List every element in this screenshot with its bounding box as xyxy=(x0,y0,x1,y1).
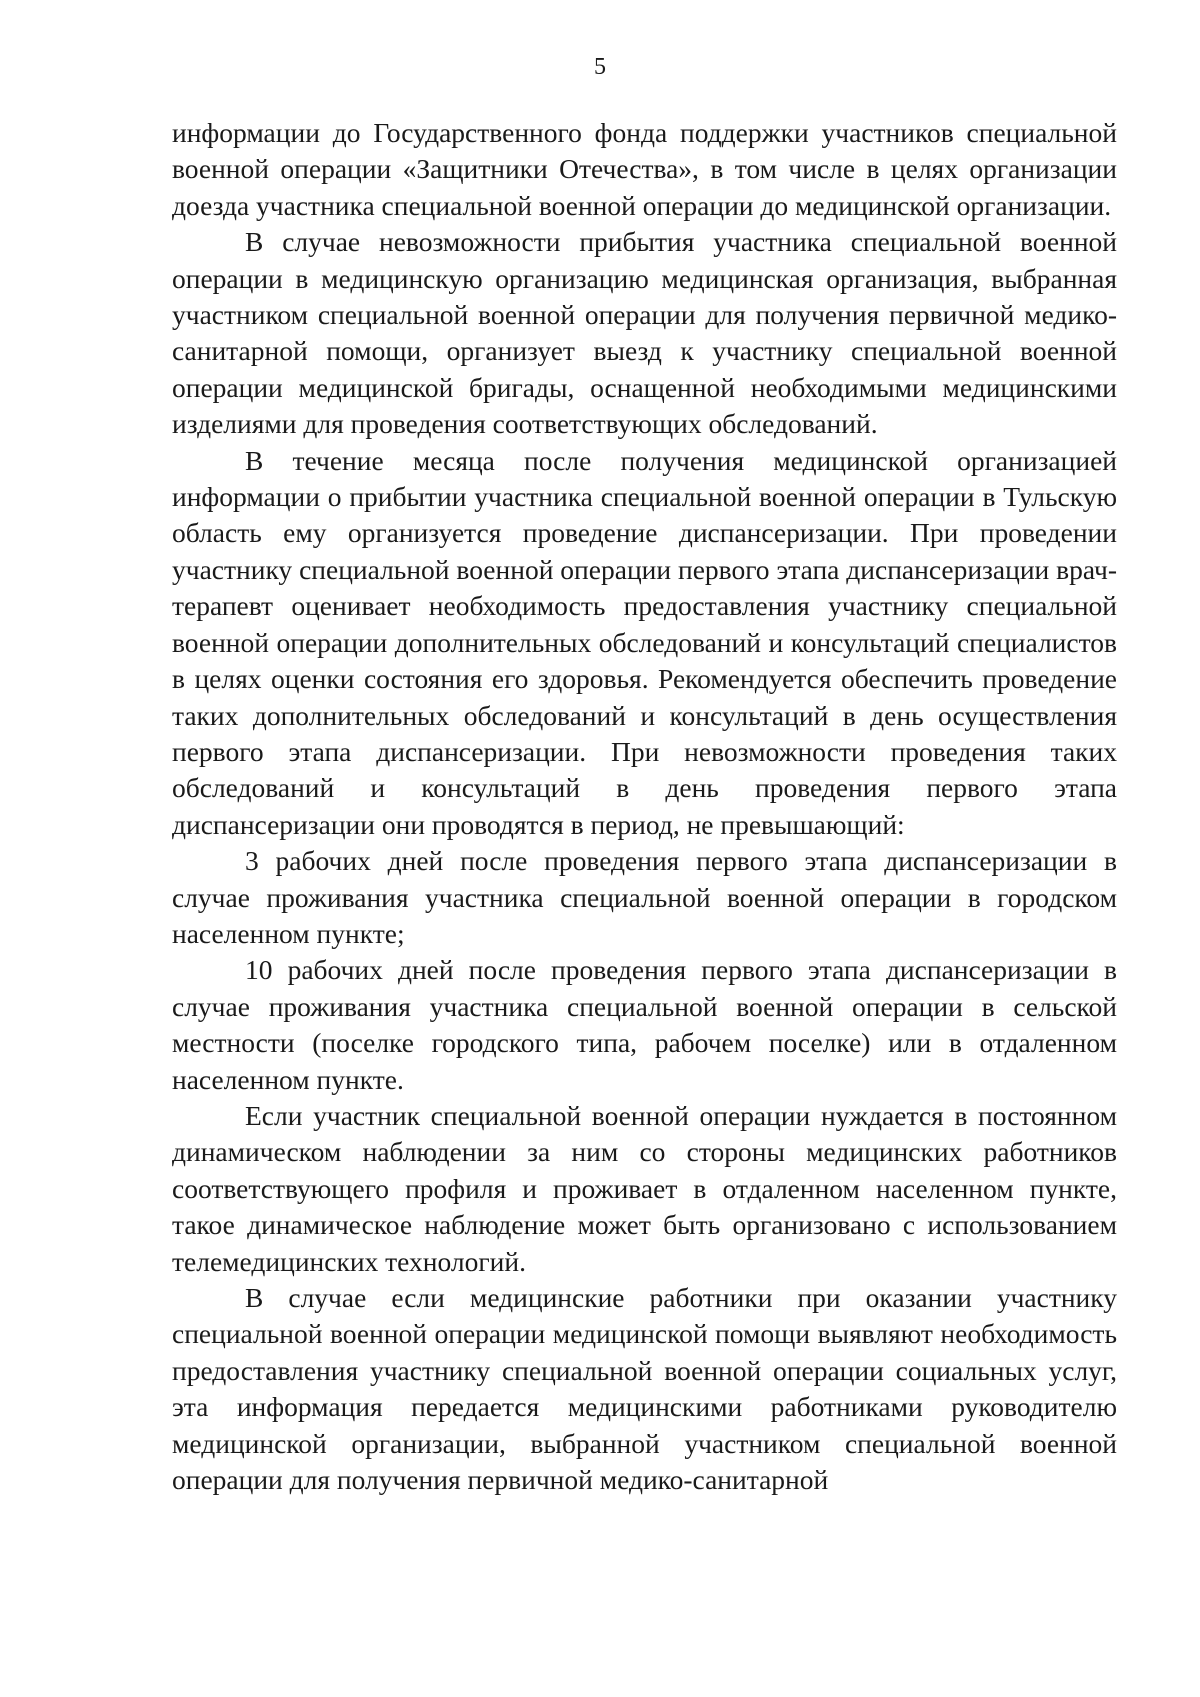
paragraph-dispensarization: В течение месяца после получения медицинской организацией информации о прибытии участника специальной военной операции в Тульскую область ему организуется проведение диспансеризации. При проведении участнику специальной военной операции первого этапа диспансеризации врач-терапевт оценивает необходимость предоставления участнику специальной военной операции дополнительных обследований и консультаций специалистов в целях оценки состояния его здоровья. Рекомендуется обеспечить проведение таких дополнительных обследований и консультаций в день осуществления первого этапа диспансеризации. При невозможности проведения таких обследований и консультаций в день проведения первого этапа диспансеризации они проводятся в период, не превышающий: xyxy=(172,444,1117,840)
paragraph-telemedicine: Если участник специальной военной операции нуждается в постоянном динамическом наблюдении за ним со стороны медицинских работников соответствующего профиля и проживает в отдаленном населенном пункте, такое динамическое наблюдение может быть организовано с использованием телемедицинских технологий. xyxy=(172,1099,1117,1277)
paragraph-social-services: В случае если медицинские работники при оказании участнику специальной военной операции медицинской помощи выявляют необходимость предоставления участнику специальной военной операции социальных услуг, эта информация передается медицинскими работниками руководителю медицинской организации, выбранной участником специальной военной операции для получения первичной медико-санитарной xyxy=(172,1282,1117,1496)
paragraph-urban-deadline: 3 рабочих дней после проведения первого этапа диспансеризации в случае проживания участника специальной военной операции в городском населенном пункте; xyxy=(172,845,1117,949)
page-number: 5 xyxy=(594,54,606,80)
paragraph-continuation: информации до Государственного фонда поддержки участников специальной военной операции «Защитники Отечества», в том числе в целях организации доезда участника специальной военной операции до медицинской организации. xyxy=(172,117,1117,221)
paragraph-rural-deadline: 10 рабочих дней после проведения первого этапа диспансеризации в случае проживания участника специальной военной операции в сельской местности (поселке городского типа, рабочем поселке) или в отдаленном населенном пункте. xyxy=(172,954,1117,1095)
document-body xyxy=(172,115,1117,1498)
paragraph-medical-team-visit: В случае невозможности прибытия участника специальной военной операции в медицинскую организацию медицинская организация, выбранная участником специальной военной операции для получения первичной медико-санитарной помощи, организует выезд к участнику специальной военной операции медицинской бригады, оснащенной необходимыми медицинскими изделиями для проведения соответствующих обследований. xyxy=(172,226,1117,440)
